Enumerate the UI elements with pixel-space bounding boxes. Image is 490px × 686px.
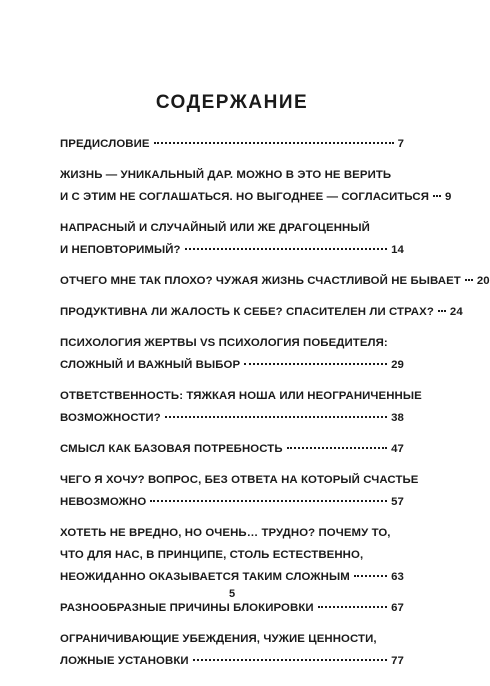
toc-entry-page: 20 [476,275,490,287]
toc-entry [60,602,404,624]
dot-leader [193,659,387,661]
toc-entry-line [60,655,404,677]
toc-entry-title: СМЫСЛ КАК БАЗОВАЯ ПОТРЕБНОСТЬ [60,443,283,455]
toc-entry-line [60,496,404,518]
toc-entry-title: СЛОЖНЫЙ И ВАЖНЫЙ ВЫБОР [60,359,241,371]
page-number: 5 [228,588,236,600]
toc-entry [60,443,404,465]
toc-entry-title: РАЗНООБРАЗНЫЕ ПРИЧИНЫ БЛОКИРОВКИ [60,602,314,614]
toc-entry-title: ХОТЕТЬ НЕ ВРЕДНО, НО ОЧЕНЬ… ТРУДНО? ПОЧЕМУ ТО, [60,527,391,539]
toc-entry-title: ЖИЗНЬ — УНИКАЛЬНЫЙ ДАР. МОЖНО В ЭТО НЕ ВЕРИТЬ [60,169,392,181]
toc-entry [60,306,463,328]
toc-entry-line [60,527,404,549]
toc-entry-page: 7 [397,138,404,150]
toc-entry-title: НАПРАСНЫЙ И СЛУЧАЙНЫЙ ИЛИ ЖЕ ДРАГОЦЕННЫЙ [60,222,370,234]
toc-entry [60,275,490,297]
toc-entry-title: ЧТО ДЛЯ НАС, В ПРИНЦИПЕ, СТОЛЬ ЕСТЕСТВЕННО, [60,549,364,561]
dot-leader [244,363,387,365]
toc-entry-title: НЕВОЗМОЖНО [60,496,147,508]
dot-leader [185,248,388,250]
toc-entry-title: ВОЗМОЖНОСТИ? [60,412,161,424]
toc-entry-page: 77 [391,655,404,667]
table-of-contents [60,138,490,686]
page-title: СОДЕРЖАНИЕ [155,92,309,113]
toc-entry-page: 63 [391,571,404,583]
toc-entry-title: И С ЭТИМ НЕ СОГЛАШАТЬСЯ. НО ВЫГОДНЕЕ — СОГЛАСИТЬСЯ [60,191,430,203]
dot-leader [287,447,387,449]
toc-entry-page: 29 [391,359,404,371]
toc-entry-line [60,306,463,328]
toc-entry-title: ПРОДУКТИВНА ЛИ ЖАЛОСТЬ К СЕБЕ? СПАСИТЕЛЕН ЛИ СТРАХ? [60,306,434,318]
dot-leader [354,575,387,577]
toc-entry-line [60,138,404,160]
toc-entry-line [60,222,404,244]
toc-entry-page: 57 [391,496,404,508]
toc-entry [60,169,452,213]
toc-entry-line [60,390,422,412]
toc-entry-title: ЧЕГО Я ХОЧУ? ВОПРОС, БЕЗ ОТВЕТА НА КОТОРЫЙ СЧАСТЬЕ [60,474,419,486]
dot-leader [438,310,446,312]
toc-entry-page: 9 [445,191,452,203]
toc-entry-page: 24 [449,306,463,318]
toc-entry [60,390,422,434]
dot-leader [154,142,394,144]
toc-entry [60,222,404,266]
toc-entry-line [60,474,419,496]
toc-entry-line [60,191,452,213]
toc-entry-line [60,337,404,359]
toc-entry-page: 14 [391,244,404,256]
toc-entry-title: ПРЕДИСЛОВИЕ [60,138,150,150]
toc-entry-title: НЕОЖИДАННО ОКАЗЫВАЕТСЯ ТАКИМ СЛОЖНЫМ [60,571,350,583]
toc-entry-title: ОТЧЕГО МНЕ ТАК ПЛОХО? ЧУЖАЯ ЖИЗНЬ СЧАСТЛИВОЙ НЕ БЫВАЕТ [60,275,461,287]
toc-entry-page: 67 [391,602,404,614]
toc-entry-line [60,602,404,624]
toc-entry-page: 47 [391,443,404,455]
toc-entry-title: И НЕПОВТОРИМЫЙ? [60,244,181,256]
toc-entry-line [60,633,404,655]
toc-entry [60,633,404,677]
toc-entry [60,527,404,593]
dot-leader [318,606,387,608]
toc-entry-line [60,443,404,465]
toc-entry-line [60,275,490,297]
toc-entry-title: ЛОЖНЫЕ УСТАНОВКИ [60,655,189,667]
dot-leader [165,416,387,418]
toc-entry [60,138,404,160]
toc-entry-title: ПСИХОЛОГИЯ ЖЕРТВЫ VS ПСИХОЛОГИЯ ПОБЕДИТЕЛЯ: [60,337,388,349]
toc-entry-line [60,549,404,571]
toc-entry-line [60,169,404,191]
toc-entry-line [60,359,404,381]
toc-entry-line [60,244,404,266]
toc-entry-title: ОТВЕТСТВЕННОСТЬ: ТЯЖКАЯ НОША ИЛИ НЕОГРАНИЧЕННЫЕ [60,390,422,402]
toc-entry-page: 38 [391,412,404,424]
toc-entry [60,474,419,518]
toc-entry-line [60,412,404,434]
dot-leader [433,195,441,197]
dot-leader [465,279,473,281]
toc-entry [60,337,404,381]
dot-leader [150,500,387,502]
toc-entry-title: ОГРАНИЧИВАЮЩИЕ УБЕЖДЕНИЯ, ЧУЖИЕ ЦЕННОСТИ, [60,633,377,645]
